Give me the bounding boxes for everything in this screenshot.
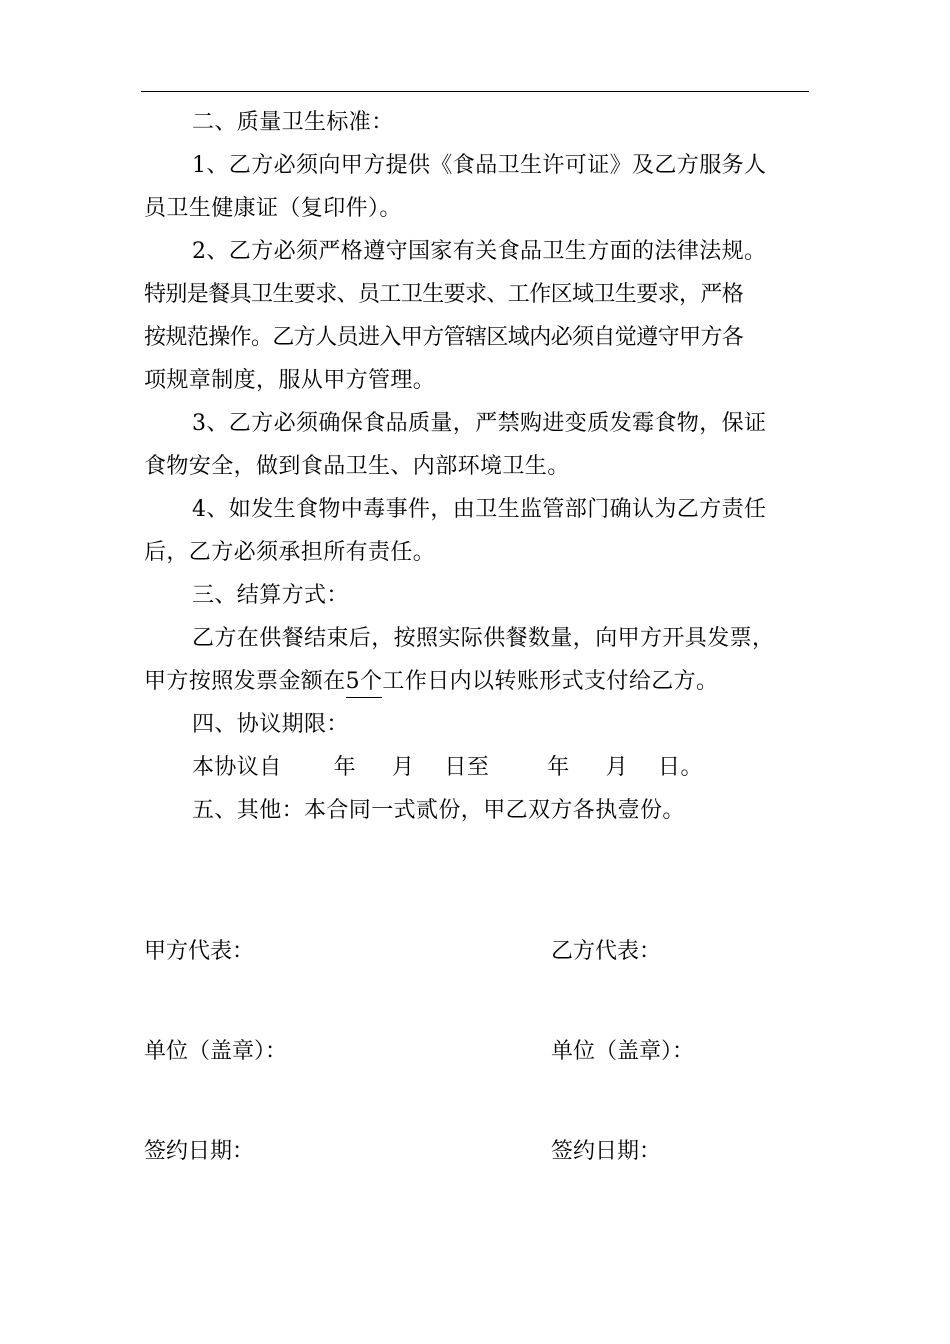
signature-row-units [144, 1037, 808, 1067]
section-4-heading: 四、协议期限： [192, 712, 349, 737]
section-3-heading: 三、结算方式： [192, 583, 349, 608]
header-rule [141, 91, 809, 92]
signature-row-dates [144, 1137, 808, 1167]
payment-text-before: 甲方按照发票金额在 [144, 669, 346, 694]
section-2-item-2-line-1: 2、乙方必须严格遵守国家有关食品卫生方面的法律法规。 [192, 239, 767, 264]
section-2-item-2-line-4: 项规章制度，服从甲方管理。 [144, 368, 436, 393]
term-prefix: 本协议自 [192, 755, 282, 780]
payment-text-after: 工作日内以转账形式支付给乙方。 [382, 669, 719, 694]
section-2-item-2-line-2: 特别是餐具卫生要求、员工卫生要求、工作区域卫生要求，严格 [144, 282, 744, 307]
signature-row-representatives [144, 937, 808, 967]
end-year-label: 年 [547, 755, 570, 780]
contract-body [144, 101, 808, 832]
section-2-item-3-line-1: 3、乙方必须确保食品质量，严禁购进变质发霉食物，保证 [192, 411, 767, 436]
section-2-item-1-line-2: 员卫生健康证（复印件）。 [144, 196, 402, 221]
start-year-label: 年 [333, 755, 357, 780]
party-a-unit-seal-label: 单位（盖章）： [144, 1039, 288, 1064]
party-a-representative-label: 甲方代表： [144, 939, 255, 964]
section-3-para-line-2 [144, 660, 808, 703]
party-b-representative-label: 乙方代表： [551, 939, 662, 964]
party-b-unit-seal-label: 单位（盖章）： [551, 1039, 695, 1064]
party-a-signing-date-label: 签约日期： [144, 1139, 255, 1164]
section-2-item-4-line-1: 4、如发生食物中毒事件，由卫生监管部门确认为乙方责任 [192, 497, 767, 522]
section-4-term-line [144, 746, 808, 789]
section-2-item-1-line-1: 1、乙方必须向甲方提供《食品卫生许可证》及乙方服务人 [192, 153, 767, 178]
section-2-item-4-line-2: 后，乙方必须承担所有责任。 [144, 540, 436, 565]
section-2-heading: 二、质量卫生标准： [192, 110, 394, 135]
section-2-item-2-line-3: 按规范操作。乙方人员进入甲方管辖区域内必须自觉遵守甲方各 [144, 325, 744, 350]
payment-days-value: 5个 [346, 667, 383, 698]
end-day-label: 日。 [658, 755, 703, 780]
party-b-signing-date-label: 签约日期： [551, 1139, 662, 1164]
section-5-text: 五、其他：本合同一式贰份，甲乙双方各执壹份。 [192, 798, 685, 823]
start-day-label: 日至 [444, 755, 490, 780]
section-2-item-3-line-2: 食物安全，做到食品卫生、内部环境卫生。 [144, 454, 570, 479]
section-3-para-line-1: 乙方在供餐结束后，按照实际供餐数量，向甲方开具发票， [192, 626, 775, 651]
start-month-label: 月 [392, 755, 415, 780]
end-month-label: 月 [605, 755, 629, 780]
